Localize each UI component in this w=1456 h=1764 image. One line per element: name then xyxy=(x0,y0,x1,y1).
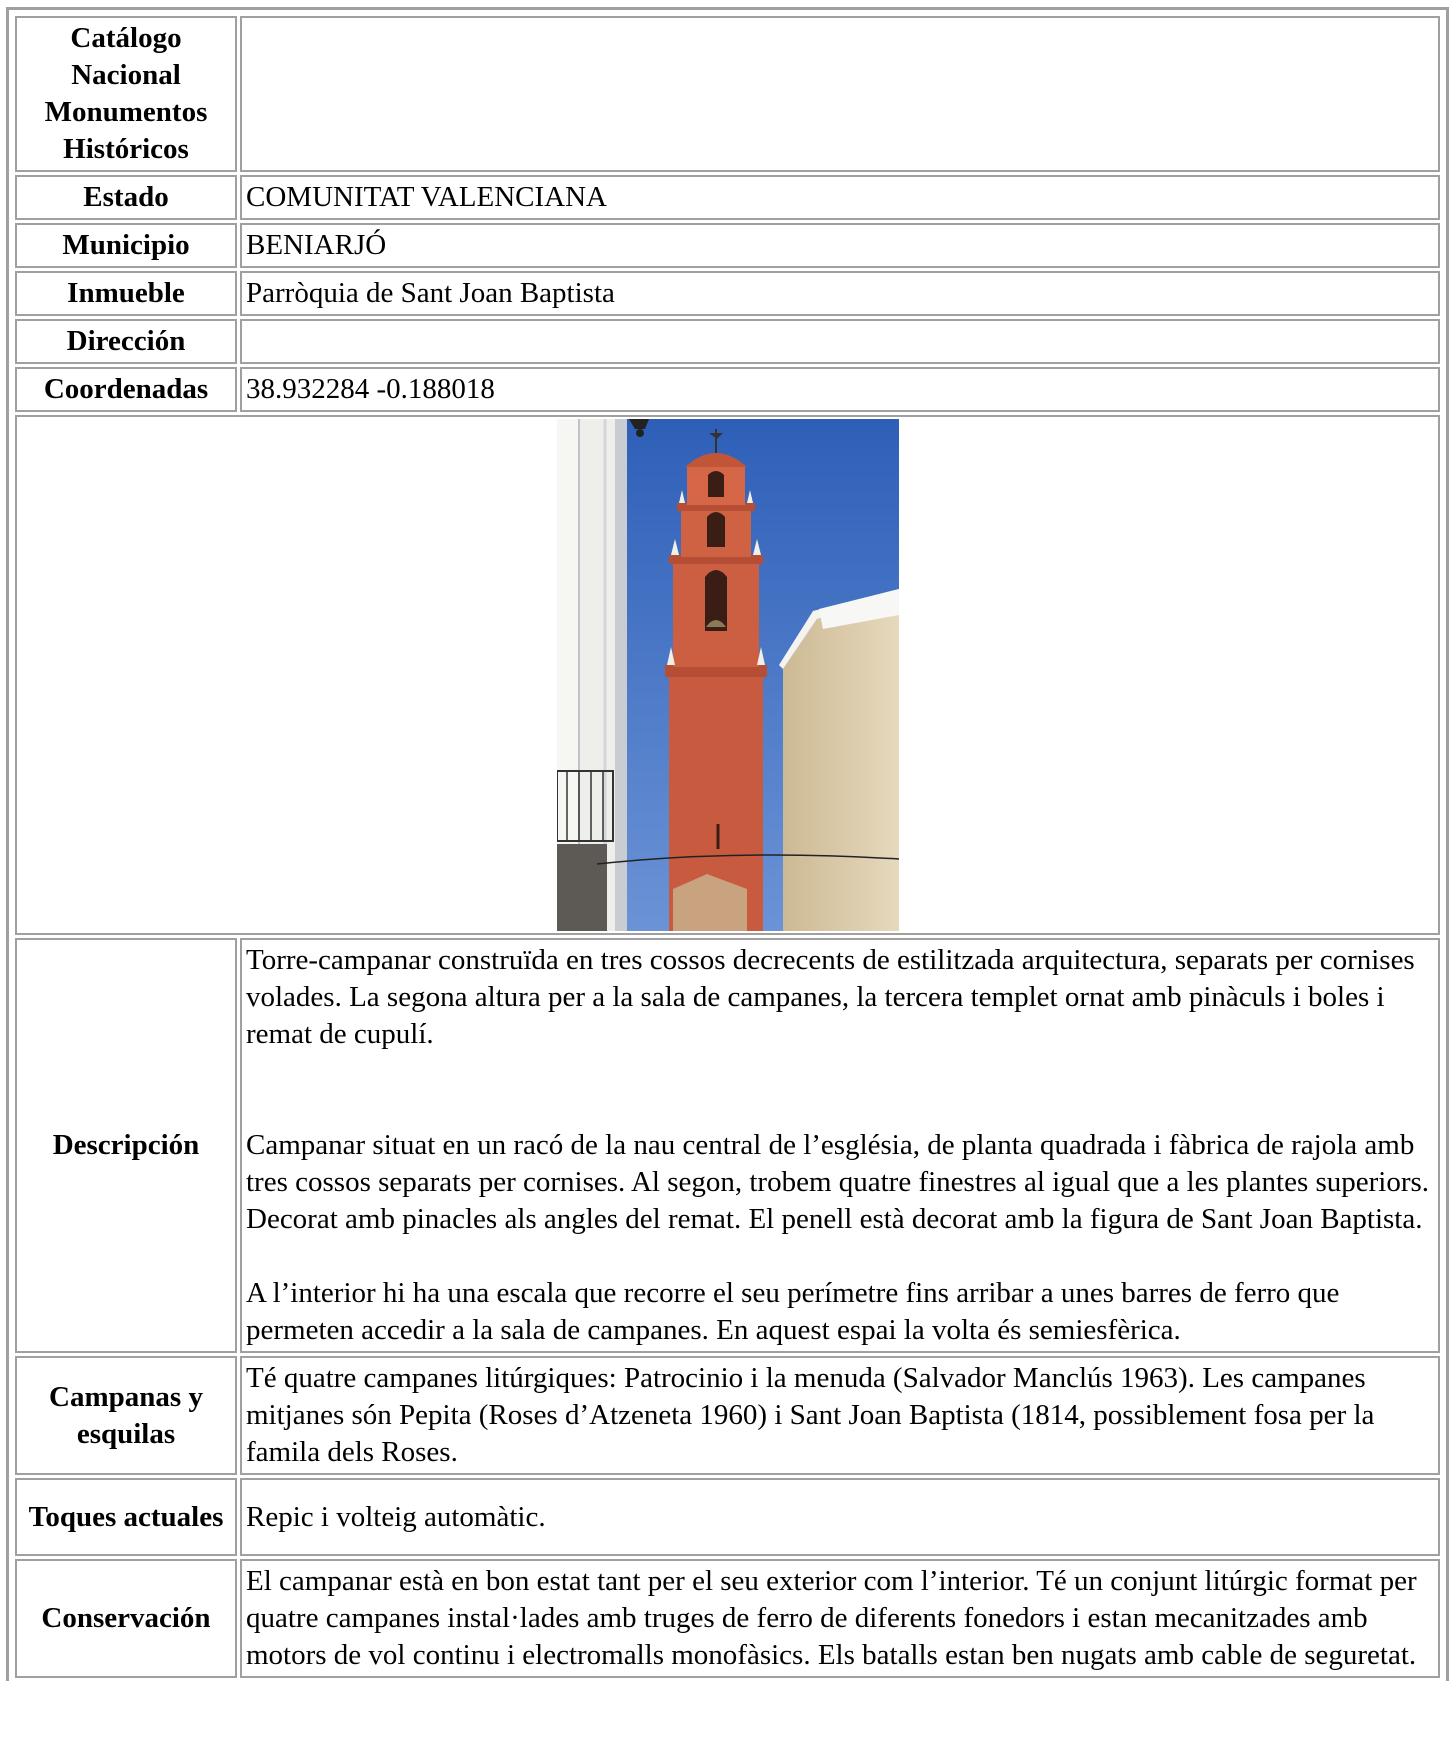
conservacion-value: El campanar està en bon estat tant per el seu exterior com l’interior. Té un conjunt litúrgic format per quatre campanes instal·lades amb truges de ferro de diferents fonedors i estan mecanitzades amb motors de vol continu i electromalls monofàsics. Els batalls estan ben nugats amb cable de seguretat. xyxy=(240,1559,1440,1678)
row-campanas xyxy=(15,1356,1440,1475)
inmueble-value: Parròquia de Sant Joan Baptista xyxy=(240,271,1440,316)
record-table xyxy=(12,13,1443,1681)
photo-cell xyxy=(15,415,1440,935)
row-conservacion xyxy=(15,1559,1440,1678)
catalogo-value xyxy=(240,16,1440,172)
descripcion-paragraph-2: Campanar situat en un racó de la nau central de l’església, de planta quadrada i fàbrica de rajola amb tres cossos separats per cornises. Al segon, trobem quatre finestres al igual que a les plantes superiors. Decorat amb pinacles als angles del remat. El penell està decorat amb la figura de Sant Joan Baptista. xyxy=(246,1129,1430,1235)
descripcion-paragraph-1: Torre-campanar construïda en tres cossos decrecents de estilitzada arquitectura, separats per cornises volades. La segona altura per a la sala de campanes, la tercera templet ornat amb pinàculs i boles i remat de cupulí. xyxy=(246,944,1415,1050)
row-inmueble xyxy=(15,271,1440,316)
municipio-value: BENIARJÓ xyxy=(240,223,1440,268)
estado-value: COMUNITAT VALENCIANA xyxy=(240,175,1440,220)
campanas-label: Campanas y esquilas xyxy=(15,1356,237,1475)
estado-label: Estado xyxy=(15,175,237,220)
row-municipio xyxy=(15,223,1440,268)
row-direccion xyxy=(15,319,1440,364)
row-coordenadas xyxy=(15,367,1440,412)
coordenadas-label: Coordenadas xyxy=(15,367,237,412)
inmueble-label: Inmueble xyxy=(15,271,237,316)
paragraph-spacer xyxy=(246,1053,1434,1127)
municipio-label: Municipio xyxy=(15,223,237,268)
toques-label: Toques actuales xyxy=(15,1478,237,1556)
campanas-value: Té quatre campanes litúrgiques: Patrocinio i la menuda (Salvador Manclús 1963). Les campanes mitjanes són Pepita (Roses d’Atzeneta 1960) i Sant Joan Baptista (1814, possiblement fosa per la famila dels Roses. xyxy=(240,1356,1440,1475)
coordenadas-value: 38.932284 -0.188018 xyxy=(240,367,1440,412)
bell-tower-photo xyxy=(557,419,899,931)
descripcion-value xyxy=(240,938,1440,1353)
direccion-label: Dirección xyxy=(15,319,237,364)
toques-value: Repic i volteig automàtic. xyxy=(240,1478,1440,1556)
catalogo-label: Catálogo Nacional Monumentos Históricos xyxy=(15,16,237,172)
conservacion-label: Conservación xyxy=(15,1559,237,1678)
paragraph-spacer xyxy=(246,1238,1434,1275)
descripcion-label: Descripción xyxy=(15,938,237,1353)
row-photo xyxy=(15,415,1440,935)
row-descripcion xyxy=(15,938,1440,1353)
descripcion-paragraph-3: A l’interior hi ha una escala que recorre el seu perímetre fins arribar a unes barres de ferro que permeten accedir a la sala de campanes. En aquest espai la volta és semiesfèrica. xyxy=(246,1277,1340,1346)
row-catalogo xyxy=(15,16,1440,172)
row-estado xyxy=(15,175,1440,220)
row-toques xyxy=(15,1478,1440,1556)
direccion-value xyxy=(240,319,1440,364)
catalog-record xyxy=(6,7,1449,1681)
